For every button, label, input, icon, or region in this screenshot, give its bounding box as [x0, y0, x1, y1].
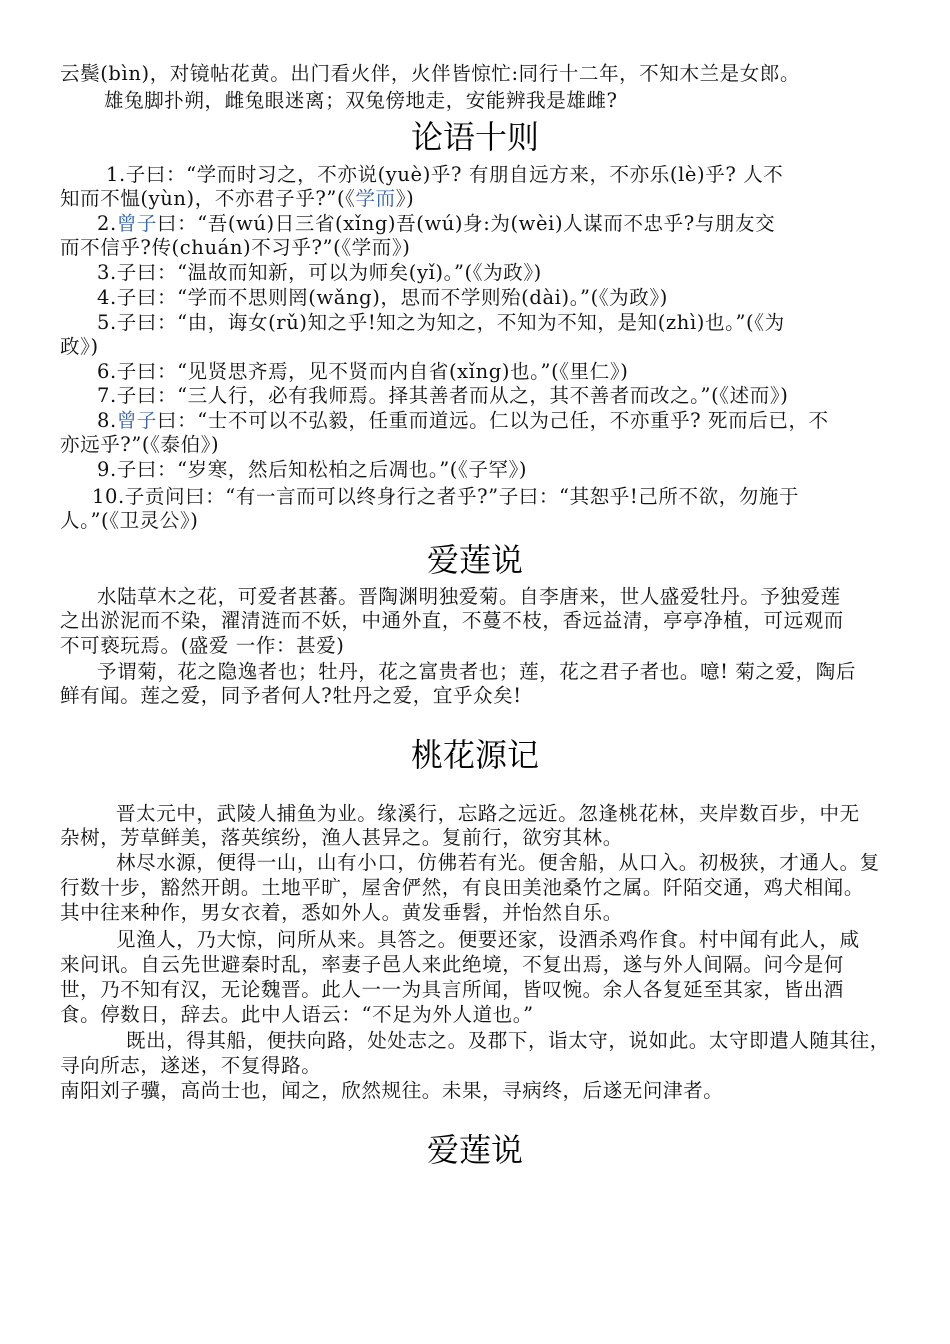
- taohua-line-8: 世，乃不知有汉，无论魏晋。此人一一为具言所闻，皆叹惋。余人各复延至其家，皆出酒: [60, 978, 844, 1001]
- lunyu-item-2-text: 曰：“吾(wú)日三省(xǐng)吾(wú)身:为(wèi)人谋而不忠乎?与朋友交: [157, 212, 776, 235]
- taohua-line-10: 既出，得其船，便扶向路，处处志之。及郡下，诣太守，说如此。太守即遣人随其往，: [126, 1029, 890, 1052]
- lunyu-item-2-line-1: [97, 212, 892, 236]
- taohua-line-5: 其中往来种作，男女衣着，悉如外人。黄发垂髫，并怡然自乐。: [60, 901, 623, 924]
- section-title-ailian: 爱莲说: [426, 541, 523, 579]
- lunyu-item-8-text: 曰：“士不可以不弘毅，任重而道远。仁以为己任，不亦重乎? 死而后已，不: [157, 409, 829, 432]
- lunyu-item-1-text: 知而不愠(yùn)，不亦君子乎?”(《: [60, 187, 356, 210]
- ailian-line-5: 鲜有闻。莲之爱，同予者何人?牡丹之爱，宜乎众矣!: [60, 684, 522, 707]
- section-title-lunyu: 论语十则: [410, 118, 539, 156]
- intro-line-2: 雄兔脚扑朔，雌兔眼迷离；双兔傍地走，安能辨我是雄雌?: [104, 89, 618, 112]
- taohua-line-1: 晋太元中，武陵人捕鱼为业。缘溪行，忘路之远近。忽逢桃花林，夹岸数百步，中无: [116, 802, 860, 825]
- lunyu-item-4: 4.子曰：“学而不思则罔(wǎng)，思而不学则殆(dài)。”(《为政》): [97, 286, 668, 309]
- lunyu-item-1-line-1: 1.子曰：“学而时习之，不亦说(yuè)乎? 有朋自远方来，不亦乐(lè)乎? 人不: [106, 163, 784, 186]
- ailian-line-2: 之出淤泥而不染，濯清涟而不妖，中通外直，不蔓不枝，香远益清，亭亭净植，可远观而: [60, 609, 844, 632]
- section-title-taohua: 桃花源记: [410, 736, 539, 774]
- intro-line-1: 云鬓(bìn)，对镜帖花黄。出门看火伴，火伴皆惊忙:同行十二年，不知木兰是女郎。: [60, 62, 801, 85]
- lunyu-item-6: 6.子曰：“见贤思齐焉，见不贤而内自省(xǐng)也。”(《里仁》): [97, 360, 629, 383]
- lunyu-item-5-line-2: 政》): [60, 335, 99, 358]
- lunyu-item-10-line-2: 人。”(《卫灵公》): [60, 509, 199, 532]
- link-xueer[interactable]: 学而: [355, 187, 396, 210]
- lunyu-item-7: 7.子曰：“三人行，必有我师焉。择其善者而从之，其不善者而改之。”(《述而》): [97, 384, 789, 407]
- section-title-ailian-2: 爱莲说: [426, 1131, 523, 1169]
- taohua-line-2: 杂树，芳草鲜美，落英缤纷，渔人甚异之。复前行，欲穷其林。: [60, 826, 623, 849]
- lunyu-item-3: 3.子曰：“温故而知新，可以为师矣(yǐ)。”(《为政》): [97, 261, 542, 284]
- lunyu-item-2-line-2: 而不信乎?传(chuán)不习乎?”(《学而》): [60, 236, 411, 259]
- taohua-line-12: 南阳刘子骥，高尚士也，闻之，欣然规往。未果，寻病终，后遂无问津者。: [60, 1079, 724, 1102]
- lunyu-item-1-source-end: 》): [395, 187, 415, 210]
- lunyu-item-8-number: 8.: [97, 409, 117, 432]
- link-zengzi-2[interactable]: 曾子: [116, 409, 158, 432]
- lunyu-item-10-line-1: 10.子贡问曰：“有一言而可以终身行之者乎?”子曰：“其恕乎!己所不欲，勿施于: [92, 485, 800, 508]
- ailian-line-3: 不可亵玩焉。(盛爱 一作：甚爱): [60, 634, 345, 657]
- link-zengzi-1[interactable]: 曾子: [116, 212, 158, 235]
- lunyu-item-8-line-2: 亦远乎?”(《泰伯》): [60, 433, 220, 456]
- taohua-line-11: 寻向所志，遂迷，不复得路。: [60, 1054, 322, 1077]
- taohua-line-3: 林尽水源，便得一山，山有小口，仿佛若有光。便舍船，从口入。初极狭，才通人。复: [116, 851, 880, 874]
- taohua-line-6: 见渔人，乃大惊，问所从来。具答之。便要还家，设酒杀鸡作食。村中闻有此人，咸: [116, 928, 860, 951]
- ailian-line-4: 予谓菊，花之隐逸者也；牡丹，花之富贵者也；莲，花之君子者也。噫! 菊之爱，陶后: [97, 660, 856, 683]
- lunyu-item-8-line-1: [97, 409, 892, 433]
- lunyu-item-1-line-2: [60, 187, 892, 211]
- lunyu-item-9: 9.子曰：“岁寒，然后知松柏之后凋也。”(《子罕》): [97, 458, 528, 481]
- taohua-line-4: 行数十步，豁然开朗。土地平旷，屋舍俨然，有良田美池桑竹之属。阡陌交通，鸡犬相闻。: [60, 876, 865, 899]
- lunyu-item-2-number: 2.: [97, 212, 117, 235]
- taohua-line-7: 来问讯。自云先世避秦时乱，率妻子邑人来此绝境，不复出焉，遂与外人间隔。问今是何: [60, 953, 844, 976]
- lunyu-item-5-line-1: 5.子曰：“由，诲女(rǔ)知之乎!知之为知之，不知为不知，是知(zhì)也。”(《为: [97, 311, 785, 334]
- taohua-line-9: 食。停数日，辞去。此中人语云：“不足为外人道也。”: [60, 1003, 534, 1026]
- ailian-line-1: 水陆草木之花，可爱者甚蕃。晋陶渊明独爱菊。自李唐来，世人盛爱牡丹。予独爱莲: [97, 585, 841, 608]
